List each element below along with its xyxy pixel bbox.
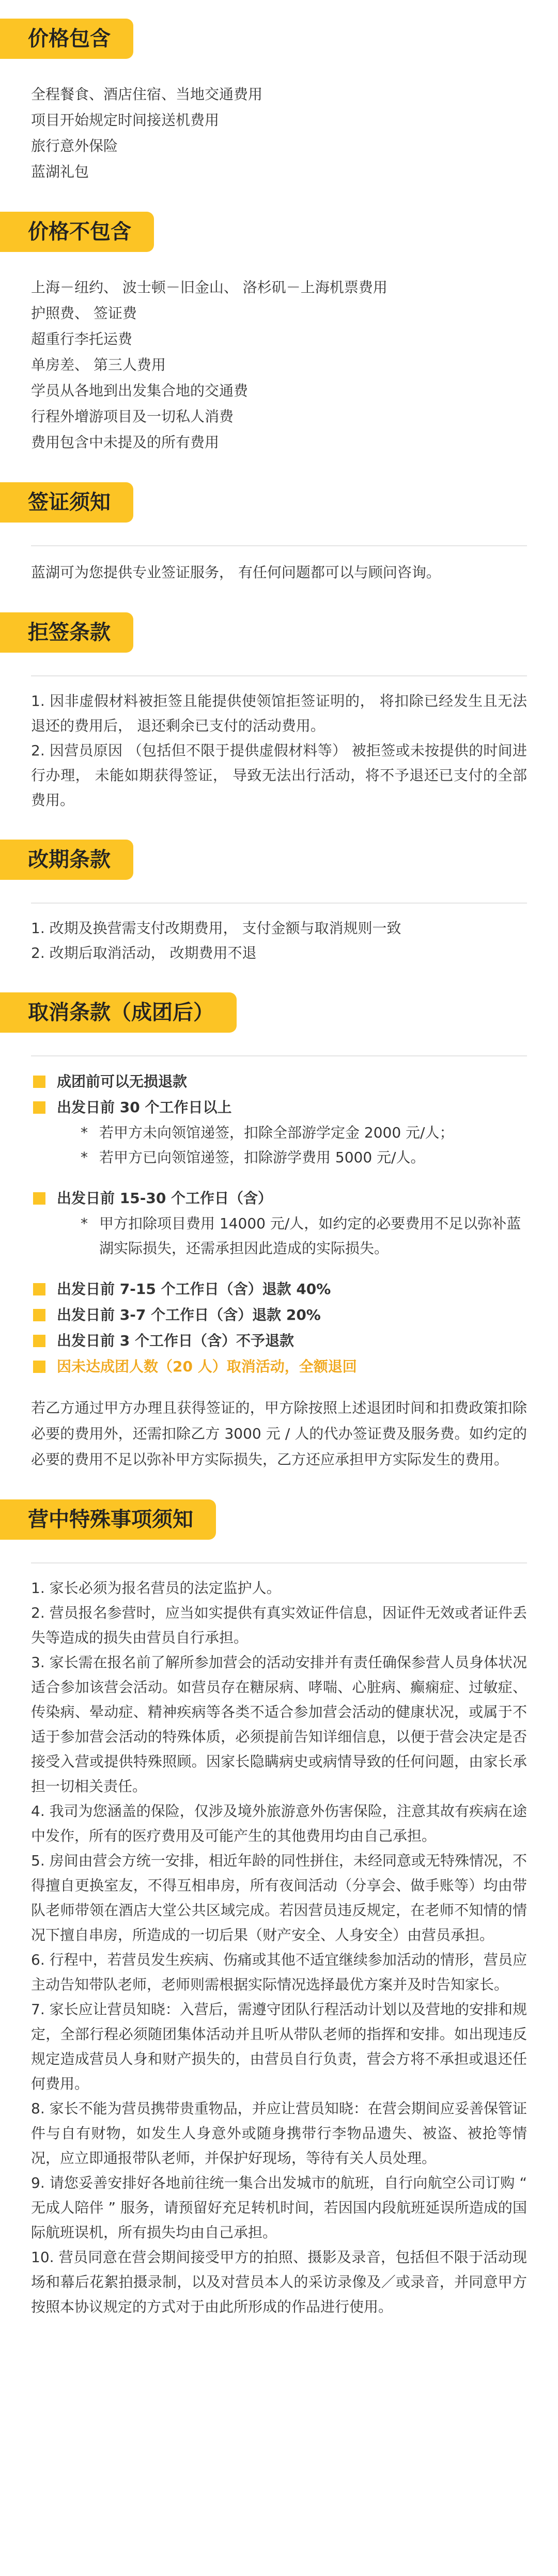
excluded-list — [0, 275, 558, 455]
list-item: 行程外增游项目及一切私人消费 — [31, 408, 234, 425]
list-item: 1. 家长必须为报名营员的法定监护人。 — [31, 1579, 281, 1597]
section-title: 拒签条款 — [0, 612, 133, 653]
cancel-head-text: 出发日前 15-30 个工作日（含） — [57, 1190, 273, 1207]
bullet-square-icon — [33, 1283, 45, 1295]
cancel-sub-text: 若甲方未向领馆递签，扣除全部游学定金 2000 元/人； — [99, 1124, 454, 1141]
list-item: 学员从各地到出发集合地的交通费 — [31, 382, 249, 399]
list-item: 护照费、 签证费 — [31, 305, 137, 322]
list-item: 10. 营员同意在营会期间接受甲方的拍照、摄影及录音，包括但不限于活动现场和幕后花絮拍摄录制，以及对营员本人的采访录像及／或录音，并同意甲方按照本协议规定的方式对于由此所形成的作品进行使用。 — [31, 2249, 527, 2315]
section-title: 取消条款（成团后） — [0, 992, 237, 1033]
included-list — [0, 82, 558, 185]
section-refusal — [0, 612, 558, 813]
visa-text: 蓝湖可为您提供专业签证服务， 有任何问题都可以与顾问咨询。 — [31, 564, 441, 581]
section-visa — [0, 482, 558, 586]
section-price-included — [0, 19, 558, 185]
list-item: 蓝湖礼包 — [31, 163, 89, 180]
section-change — [0, 840, 558, 966]
list-item: 项目开始规定时间接送机费用 — [31, 112, 220, 129]
cancel-head-text: 出发日前 30 个工作日以上 — [57, 1099, 232, 1116]
list-item: 4. 我司为您涵盖的保险，仅涉及境外旅游意外伤害保险，注意其故有疾病在途中发作，所有的医疗费用及可能产生的其他费用均由自己承担。 — [31, 1803, 527, 1844]
section-title: 价格不包含 — [0, 212, 154, 252]
list-item: 8. 家长不能为营员携带贵重物品，并应让营员知晓：在营会期间应妥善保管证件与自有财物，如发生人身意外或随身携带行李物品遗失、被盗、被抢等情况，应立即通报带队老师，并保护好现场，等待有关人员处理。 — [31, 2100, 527, 2167]
divider — [31, 1055, 527, 1056]
cancel-sub-text: 甲方扣除项目费用 14000 元/人，如约定的必要费用不足以弥补蓝湖实际损失，还需承担因此造成的实际损失。 — [99, 1215, 521, 1257]
bullet-square-icon — [33, 1192, 45, 1205]
cancel-group — [31, 1276, 527, 1380]
refusal-list — [0, 689, 558, 813]
cancel-head — [31, 1186, 527, 1211]
cancel-head — [31, 1069, 527, 1095]
cancel-sub-text: 若甲方已向领馆递签，扣除游学费用 5000 元/人。 — [99, 1149, 425, 1166]
list-item: 5. 房间由营会方统一安排，相近年龄的同性拼住，未经同意或无特殊情况，不得擅自更换室友，不得互相串房，所有夜间活动（分享会、做手账等）均由带队老师带领在酒店大堂公共区域完成。若因营员违反规定，在老师不知情的情况下擅自串房，所造成的一切后果（财产安全、人身安全）由营员承担。 — [31, 1852, 527, 1943]
list-item: 7. 家长应让营员知晓：入营后，需遵守团队行程活动计划以及营地的安排和规定，全部行程必须随团集体活动并且听从带队老师的指挥和安排。如出现违反规定造成营员人身和财产损失的，由营员自行负责，营会方将不承担或退还任何费用。 — [31, 2001, 527, 2092]
list-item: 旅行意外保险 — [31, 137, 118, 154]
section-price-excluded — [0, 212, 558, 455]
list-item: 单房差、 第三人费用 — [31, 356, 166, 373]
list-item: 9. 请您妥善安排好各地前往统一集合出发城市的航班，自行向航空公司订购 “ 无成人陪伴 ” 服务，请预留好充足转机时间，若因国内段航班延误所造成的国际航班误机，所有损失均由自己承担。 — [31, 2174, 527, 2241]
list-item: 3. 家长需在报名前了解所参加营会的活动安排并有责任确保参营人员身体状况适合参加该营会活动。如营员存在糖尿病、哮喘、心脏病、癫痫症、过敏症、传染病、晕动症、精神疾病等各类不适合参加营会活动的健康状况，或属于不适于参加营会活动的特殊体质，必须提前告知详细信息，以便于营会决定是否接受入营或提供特殊照顾。因家长隐瞒病史或病情导致的任何问题，由家长承担一切相关责任。 — [31, 1654, 527, 1795]
change-list — [0, 916, 558, 966]
divider — [31, 1562, 527, 1563]
cancel-orange-note — [31, 1354, 527, 1380]
list-item: 1. 改期及换营需支付改期费用， 支付金额与取消规则一致 — [31, 920, 401, 937]
section-title: 价格包含 — [0, 19, 133, 59]
bullet-square-icon — [33, 1309, 45, 1321]
list-item: 1. 因非虚假材料被拒签且能提供使领馆拒签证明的， 将扣除已经发生且无法退还的费用后， 退还剩余已支付的活动费用。 — [31, 692, 527, 734]
cancel-sub — [31, 1120, 527, 1145]
bullet-square-icon — [33, 1361, 45, 1373]
cancel-sub — [31, 1145, 527, 1170]
cancel-head-text: 成团前可以无损退款 — [57, 1073, 188, 1090]
section-title: 改期条款 — [0, 840, 133, 880]
cancel-head-text: 出发日前 3 个工作日（含）不予退款 — [57, 1332, 294, 1349]
cancel-sub — [31, 1211, 527, 1261]
cancel-head — [31, 1095, 527, 1120]
list-item: 6. 行程中，若营员发生疾病、伤痛或其他不适宜继续参加活动的情形，营员应主动告知带队老师，老师则需根据实际情况选择最优方案并及时告知家长。 — [31, 1951, 527, 1993]
cancel-head-text: 出发日前 7-15 个工作日（含）退款 40% — [57, 1281, 331, 1298]
list-item: 2. 改期后取消活动， 改期费用不退 — [31, 944, 257, 961]
divider — [31, 903, 527, 904]
asterisk-icon: * — [81, 1124, 88, 1141]
cancel-head — [31, 1302, 527, 1328]
list-item: 全程餐食、酒店住宿、当地交通费用 — [31, 86, 263, 103]
special-list — [0, 1576, 558, 2319]
cancel-head — [31, 1276, 527, 1302]
section-special — [0, 1499, 558, 2319]
asterisk-icon: * — [81, 1149, 88, 1166]
cancel-head-text: 出发日前 3-7 个工作日（含）退款 20% — [57, 1306, 321, 1323]
asterisk-icon: * — [81, 1215, 88, 1232]
cancel-group — [31, 1069, 527, 1170]
orange-note-text: 因未达成团人数（20 人）取消活动，全额退回 — [57, 1358, 357, 1375]
section-title: 签证须知 — [0, 482, 133, 523]
list-item: 2. 因营员原因 （包括但不限于提供虚假材料等） 被拒签或未按提供的时间进行办理， 未能如期获得签证， 导致无法出行活动，将不予退还已支付的全部费用。 — [31, 742, 527, 809]
list-item: 费用包含中未提及的所有费用 — [31, 434, 220, 451]
cancel-head — [31, 1328, 527, 1354]
cancellation-paragraph: 若乙方通过甲方办理且获得签证的，甲方除按照上述退团时间和扣费政策扣除必要的费用外，还需扣除乙方 3000 元 / 人的代办签证费及服务费。如约定的必要的费用不足以弥补甲方实际损失，乙方还应承担甲方实际发生的费用。 — [31, 1399, 527, 1468]
list-item: 2. 营员报名参营时，应当如实提供有真实效证件信息，因证件无效或者证件丢失等造成的损失由营员自行承担。 — [31, 1604, 527, 1646]
bullet-square-icon — [33, 1076, 45, 1088]
list-item: 超重行李托运费 — [31, 330, 133, 347]
cancellation-list — [0, 1069, 558, 1380]
section-title: 营中特殊事项须知 — [0, 1499, 216, 1540]
divider — [31, 675, 527, 676]
section-cancellation — [0, 992, 558, 1473]
bullet-square-icon — [33, 1101, 45, 1114]
bullet-square-icon — [33, 1335, 45, 1347]
divider — [31, 545, 527, 546]
cancel-group — [31, 1186, 527, 1261]
list-item: 上海－纽约、 波士顿－旧金山、 洛杉矶－上海机票费用 — [31, 279, 388, 296]
